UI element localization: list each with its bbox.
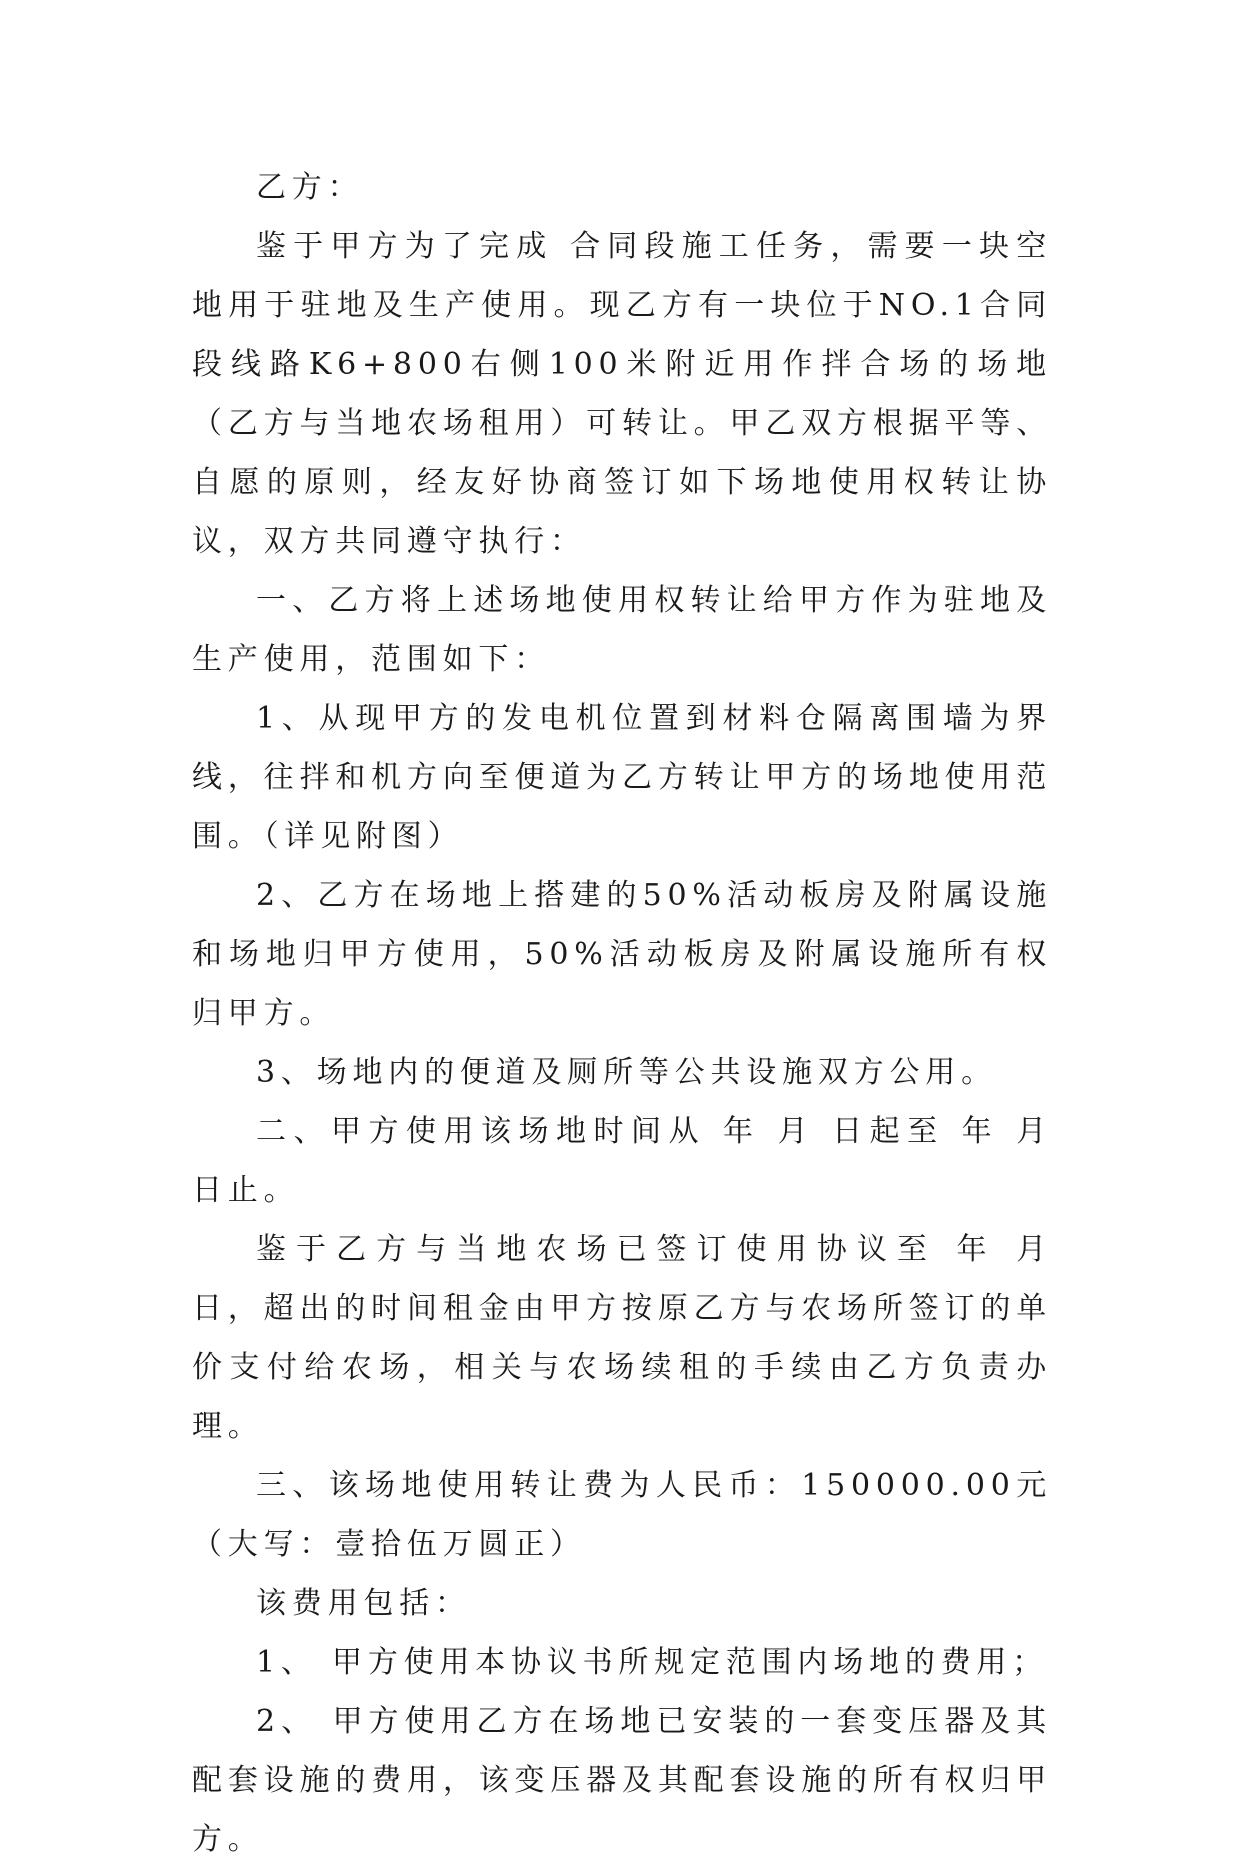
paragraph-fee-includes: 该费用包括： [256, 1586, 471, 1621]
paragraph-clause-1-item-3: 3、场地内的便道及厕所等公共设施双方公用。 [256, 1055, 997, 1090]
document-body [192, 158, 1068, 1869]
paragraph-clause-1-item-1: 1、从现甲方的发电机位置到材料仓隔离围墙为界线，往拌和机方向至便道为乙方转让甲方的场地使用范围。（详见附图） [192, 701, 1052, 854]
paragraph-clause-2-note: 鉴于乙方与当地农场已签订使用协议至 年 月 日，超出的时间租金由甲方按原乙方与农场所签订的单价支付给农场，相关与农场续租的手续由乙方负责办理。 [192, 1232, 1068, 1444]
paragraph-preamble: 鉴于甲方为了完成 合同段施工任务，需要一块空地用于驻地及生产使用。现乙方有一块位于NO.1合同段线路K6+800右侧100米附近用作拌合场的场地（乙方与当地农场租用）可转让。甲乙双方根据平等、自愿的原则，经友好协商签订如下场地使用权转让协议，双方共同遵守执行： [192, 229, 1052, 559]
paragraph-party-b: 乙方： [256, 170, 364, 205]
paragraph-clause-3: 三、该场地使用转让费为人民币：150000.00元（大写：壹拾伍万圆正） [192, 1468, 1052, 1562]
paragraph-clause-2: 二、甲方使用该场地时间从 年 月 日起至 年 月 日止。 [192, 1114, 1068, 1208]
paragraph-fee-item-2: 2、 甲方使用乙方在场地已安装的一套变压器及其配套设施的费用，该变压器及其配套设施的所有权归甲方。 [192, 1704, 1052, 1857]
paragraph-fee-item-1: 1、 甲方使用本协议书所规定范围内场地的费用； [256, 1645, 1049, 1680]
paragraph-clause-1: 一、乙方将上述场地使用权转让给甲方作为驻地及生产使用，范围如下： [192, 583, 1052, 677]
paragraph-clause-1-item-2: 2、乙方在场地上搭建的50%活动板房及附属设施和场地归甲方使用，50%活动板房及附属设施所有权归甲方。 [192, 878, 1052, 1031]
